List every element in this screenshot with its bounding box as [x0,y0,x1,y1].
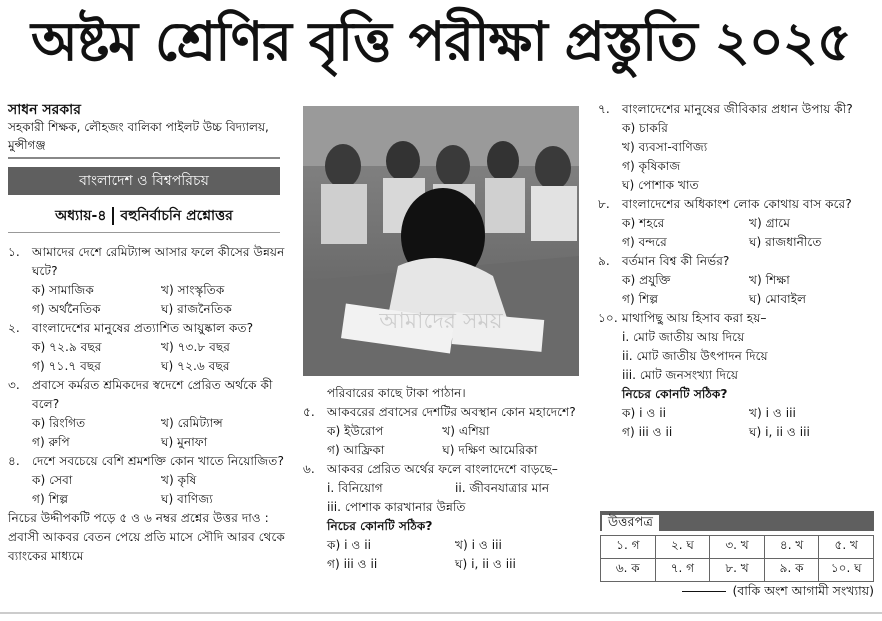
question-text: আমাদের দেশে রেমিট্যান্স আসার ফলে কীসের উন্নয়ন ঘটে? [32,245,285,278]
option: খ) গ্রামে [749,216,790,230]
option: ঘ) ৭২.৬ বছর [161,359,230,373]
option: ক) ইউরোপ [327,424,384,438]
text-line [112,207,114,225]
question-8 [598,195,876,214]
text-line: iii. পোশাক কারখানার উন্নতি [327,500,466,514]
option: খ) i ও iii [455,538,502,552]
option: গ) শিল্প [622,292,659,306]
divider [8,157,280,159]
subject-banner: বাংলাদেশ ও বিশ্বপরিচয় [8,167,280,195]
text-line: গ) কৃষিকাজ [622,159,681,173]
text-line [682,591,726,592]
page-bottom-rule [0,612,882,614]
text-line: i. মোট জাতীয় আয় দিয়ে [622,330,745,344]
option: ঘ) দক্ষিণ আমেরিকা [442,443,538,457]
stimulus-continued: পরিবারের কাছে টাকা পাঠান। [327,386,466,400]
question-text: আকবরের প্রবাসের দেশটির অবস্থান কোন মহাদেশে? [327,405,576,419]
question-1 [8,243,290,281]
options-row [8,433,290,452]
option: গ) আফ্রিকা [327,443,385,457]
option: ঘ) রাজনৈতিক [161,302,232,316]
question-7 [598,100,876,119]
option: ক) i ও ii [622,406,667,420]
chapter-number: অধ্যায়-৪ [55,208,107,224]
answer-cell: ২. ঘ [655,536,710,559]
options-row [598,404,876,423]
options-row [598,271,876,290]
options-row [598,214,876,233]
answer-cell: ১. গ [601,536,656,559]
option: গ) iii ও ii [327,557,378,571]
headline: অষ্টম শ্রেণির বৃত্তি পরীক্ষা প্রস্তুতি ২০২৫ [31,10,851,73]
students-exam-photo [303,106,579,376]
options-row [598,290,876,309]
option: গ) শিল্প [32,492,69,506]
options-row [8,338,290,357]
answer-cell: ৫. খ [819,536,874,559]
option: ক) শহরে [622,216,665,230]
option: গ) অর্থনৈতিক [32,302,101,316]
question-9 [598,252,876,271]
question-number: ১. [8,245,20,259]
question-5 [303,403,583,422]
questions-column-3 [598,100,876,442]
question-2 [8,319,290,338]
stimulus-text: প্রবাসী আকবর বেতন পেয়ে প্রতি মাসে সৌদি আরব থেকে ব্যাংকের মাধ্যমে [8,530,285,563]
answer-cell: ৯. ক [764,559,819,582]
text-line: নিচের কোনটি সঠিক? [622,387,728,401]
answer-cell: ৭. গ [655,559,710,582]
question-text: বর্তমান বিশ্ব কী নির্ভর? [622,254,730,268]
option: ঘ) বাণিজ্য [161,492,213,506]
question-number: ৭. [598,102,610,116]
option: খ) রেমিট্যান্স [161,416,223,430]
option: ঘ) রাজধানীতে [749,235,822,249]
question-text: বাংলাদেশের মানুষের প্রত্যাশিত আয়ুষ্কাল কত? [32,321,254,335]
answer-key-header [600,511,874,531]
option: খ) i ও iii [749,406,796,420]
question-text: প্রবাসে কর্মরত শ্রমিকদের স্বদেশে প্রেরিত অর্থকে কী বলে? [32,378,273,411]
question-number: ৯. [598,254,610,268]
option: ক) প্রযুক্তি [622,273,671,287]
answer-key-table [600,535,874,582]
question-number: ৩. [8,378,20,392]
continued-note [682,583,874,603]
option: গ) রুপি [32,435,70,449]
question-4 [8,452,290,471]
question-3 [8,376,290,414]
question-text: আকবর প্রেরিত অর্থের ফলে বাংলাদেশে বাড়ছে– [327,462,558,476]
option: গ) ৭১.৭ বছর [32,359,101,373]
question-text: দেশে সবচেয়ে বেশি শ্রমশক্তি কোন খাতে নিয়োজিত? [32,454,284,468]
question-6 [303,460,583,479]
option: ঘ) i, ii ও iii [749,425,810,439]
question-10 [598,309,876,328]
option: ঘ) মুনাফা [161,435,208,449]
author-designation: সহকারী শিক্ষক, লৌহজং বালিকা পাইলট উচ্চ বিদ্যালয়, মুন্সীগঞ্জ [8,120,269,152]
stimulus-intro: নিচের উদ্দীপকটি পড়ে ৫ ও ৬ নম্বর প্রশ্নের উত্তর দাও : [8,511,269,525]
option: খ) এশিয়া [442,424,490,438]
question-text: মাথাপিছু আয় হিসাব করা হয়– [622,311,767,325]
options-row [303,555,583,574]
option: খ) ৭৩.৮ বছর [161,340,231,354]
text-line: iii. মোট জনসংখ্যা দিয়ে [622,368,739,382]
options-row [8,490,290,509]
author-name: সাধন সরকার [8,102,81,118]
answer-cell: ৩. খ [710,536,765,559]
option: ক) সেবা [32,473,73,487]
question-number: ২. [8,321,20,335]
options-row [303,441,583,460]
question-number: ৮. [598,197,610,211]
text-line: ii. মোট জাতীয় উৎপাদন দিয়ে [622,349,768,363]
options-row [8,471,290,490]
questions-column-2 [303,384,583,574]
text-line: (বাকি অংশ আগামী সংখ্যায়) [732,583,874,598]
option: ক) রিংগিত [32,416,86,430]
options-row [598,233,876,252]
chapter-heading [8,204,280,228]
options-row [8,357,290,376]
options-row [8,414,290,433]
question-text: বাংলাদেশের মানুষের জীবিকার প্রধান উপায় কী? [622,102,853,116]
divider [8,232,280,233]
options-row [303,479,583,498]
options-row [303,422,583,441]
text-line: ঘ) পোশাক খাত [622,178,699,192]
option: ii. জীবনযাত্রার মান [455,481,550,495]
text-line: নিচের কোনটি সঠিক? [327,519,433,533]
answer-cell: ৪. খ [764,536,819,559]
option: ক) ৭২.৯ বছর [32,340,102,354]
answer-cell: ১০. ঘ [819,559,874,582]
question-number: ৬. [303,462,315,476]
option: খ) সাংস্কৃতিক [161,283,225,297]
question-number: ৫. [303,405,315,419]
option: ক) i ও ii [327,538,372,552]
options-row [8,281,290,300]
option: গ) বন্দরে [622,235,667,249]
option: i. বিনিয়োগ [327,481,383,495]
option: ঘ) i, ii ও iii [455,557,516,571]
text-line: ক) চাকরি [622,121,668,135]
option: খ) শিক্ষা [749,273,790,287]
option: গ) iii ও ii [622,425,673,439]
questions-column-1 [8,243,290,566]
chapter-type: বহুনির্বাচনি প্রশ্নোত্তর [120,208,233,224]
options-row [303,536,583,555]
option: ঘ) মোবাইল [749,292,807,306]
option: ক) সামাজিক [32,283,94,297]
answer-cell: ৬. ক [601,559,656,582]
text-line: খ) ব্যবসা-বাণিজ্য [622,140,708,154]
option: খ) কৃষি [161,473,197,487]
question-number: ১০. [598,311,618,325]
answer-cell: ৮. খ [710,559,765,582]
text-line: উত্তরপত্র [602,515,659,531]
options-row [8,300,290,319]
options-row [598,423,876,442]
question-number: ৪. [8,454,20,468]
question-text: বাংলাদেশের অধিকাংশ লোক কোথায় বাস করে? [622,197,852,211]
watermark: আমাদের সময় [379,309,503,334]
